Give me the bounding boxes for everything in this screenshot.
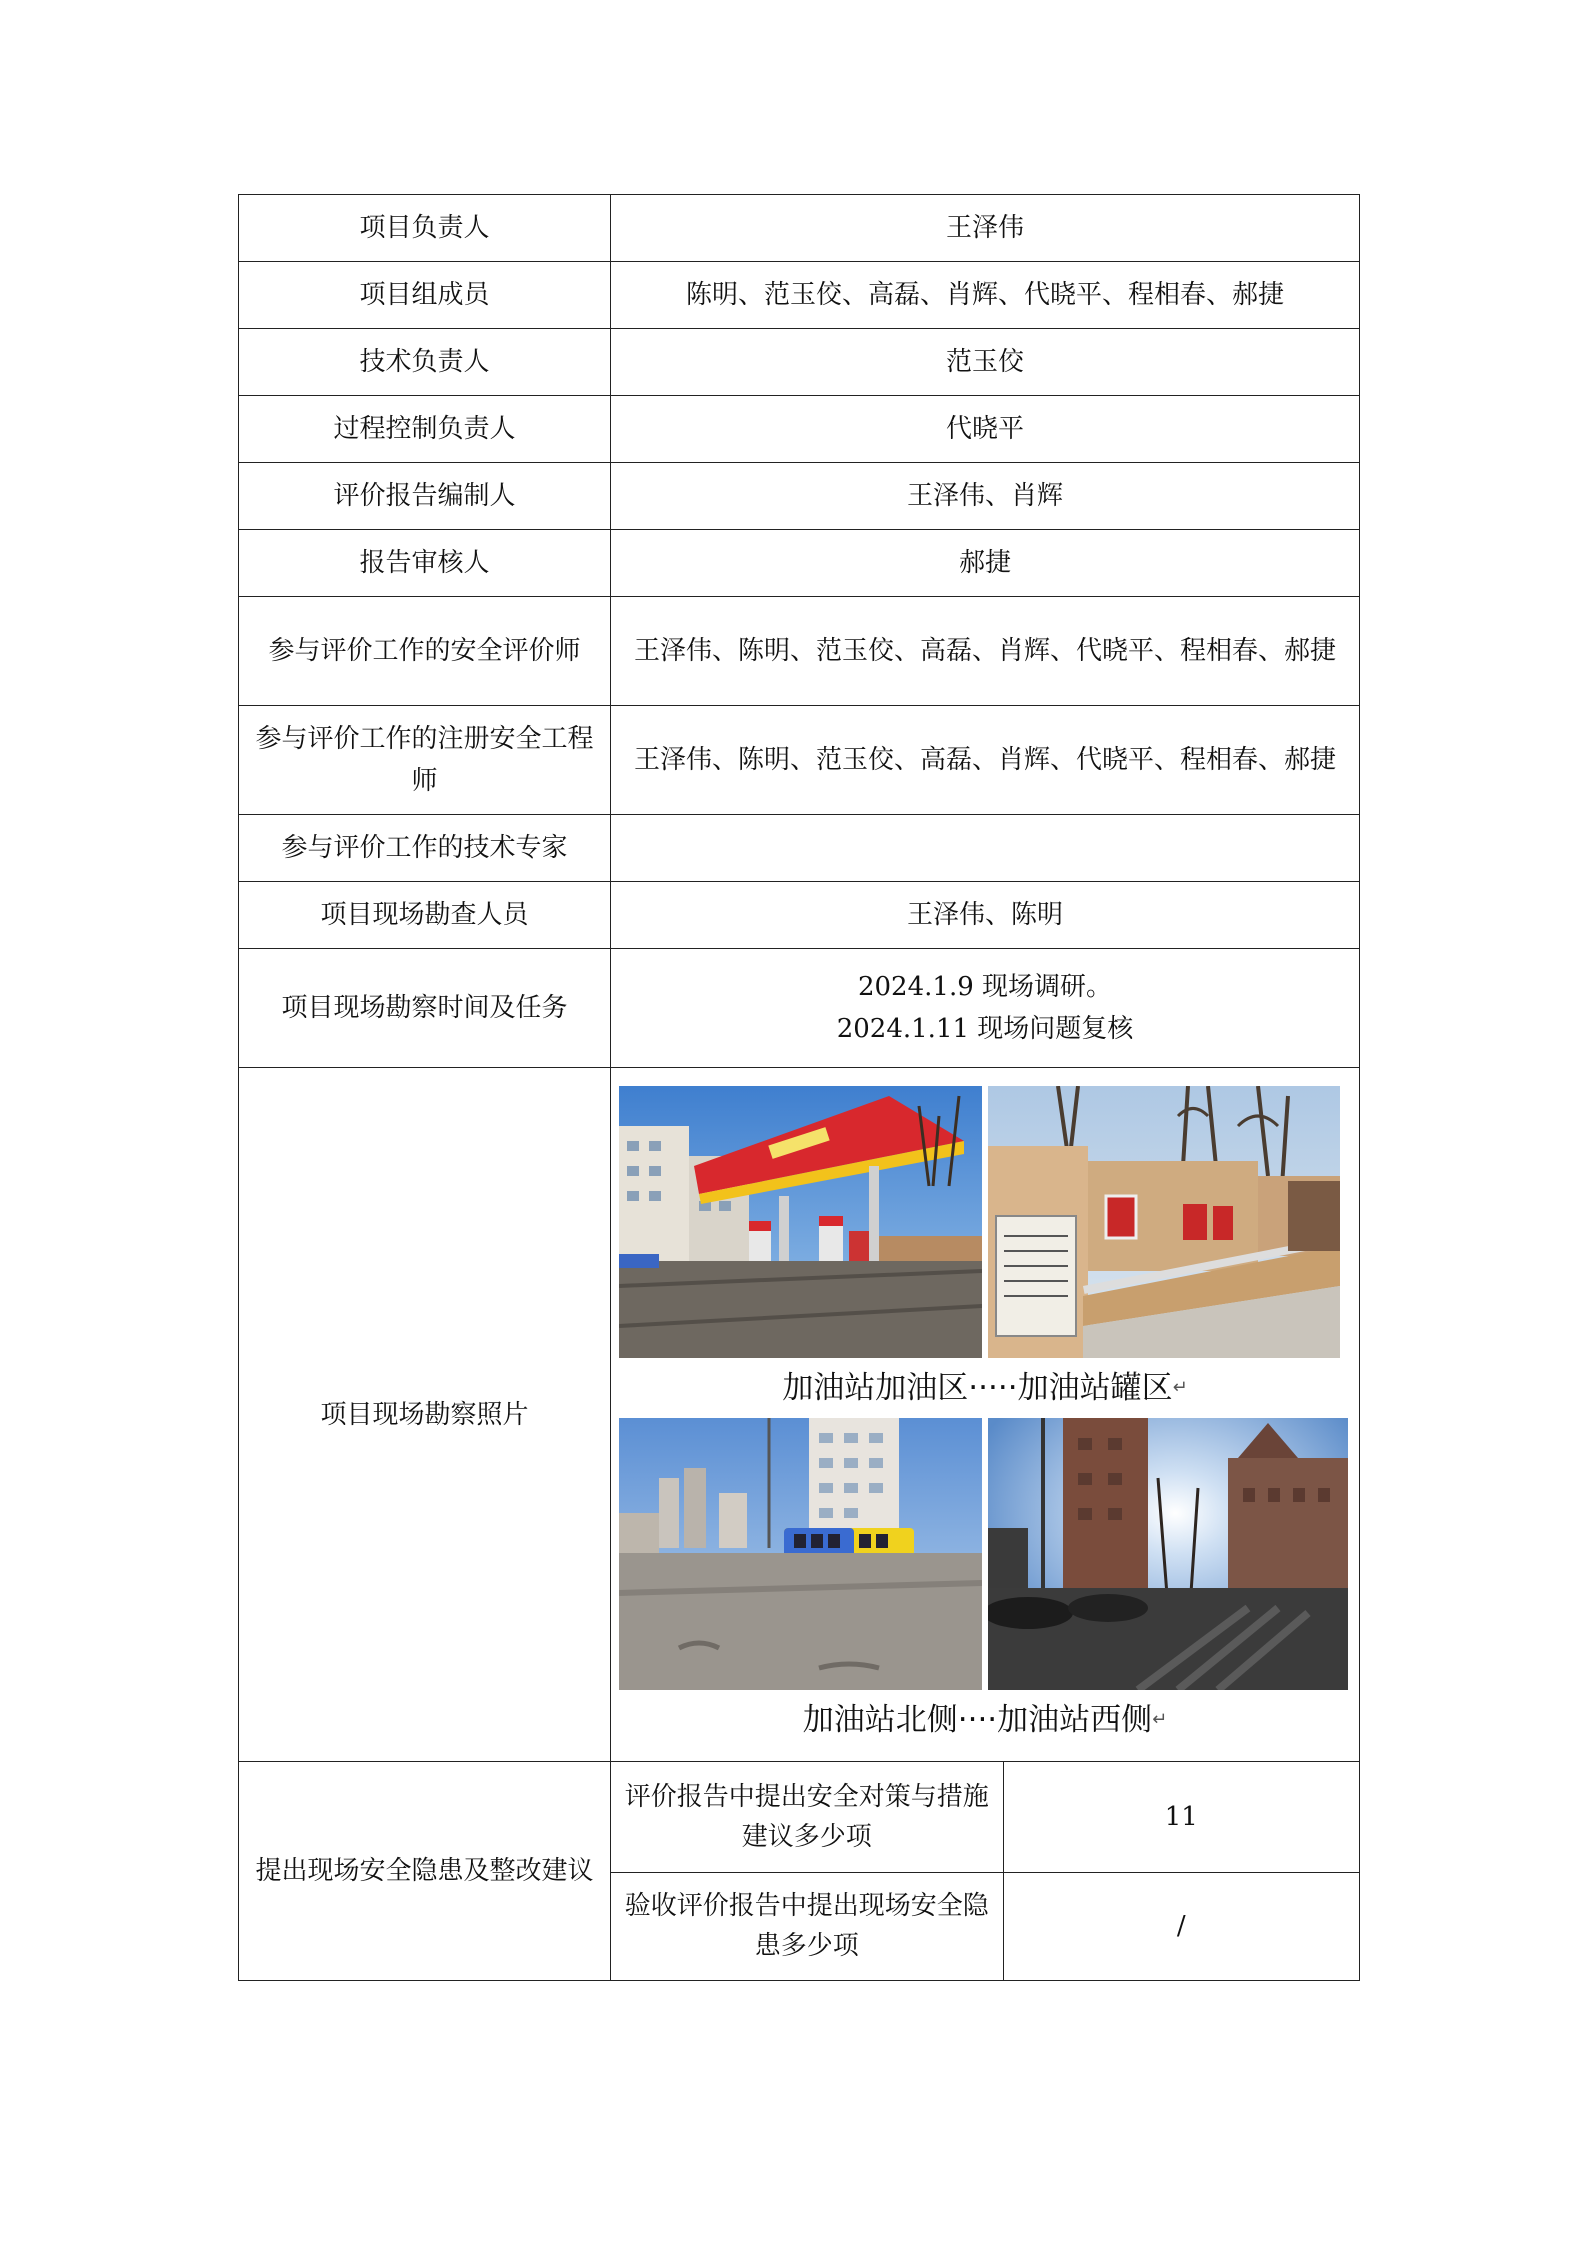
hazard-item-value: /: [1003, 1872, 1359, 1980]
row-value: 王泽伟、肖辉: [611, 463, 1360, 530]
document-sheet: [238, 194, 1360, 1981]
photo-row-2: [619, 1418, 1351, 1690]
hazard-item-row: [611, 1872, 1359, 1980]
row-value: 郝捷: [611, 530, 1360, 597]
photo-caption-1: 加油站加油区·····加油站罐区 ↵: [619, 1358, 1351, 1418]
survey-row: [239, 949, 1360, 1068]
row-value: 王泽伟、陈明、范玉佼、高磊、肖辉、代晓平、程相春、郝捷: [611, 597, 1360, 706]
table-row: [239, 530, 1360, 597]
photo-caption-2: 加油站北侧····加油站西侧 ↵: [619, 1690, 1351, 1750]
fuel-island-photo: [619, 1086, 982, 1358]
row-value: 王泽伟、陈明: [611, 882, 1360, 949]
table-row: [239, 262, 1360, 329]
west-side-photo: [988, 1418, 1348, 1690]
row-label: 参与评价工作的技术专家: [239, 815, 611, 882]
hazard-item-value: 11: [1003, 1762, 1359, 1872]
row-value: 王泽伟: [611, 195, 1360, 262]
return-mark-icon: ↵: [1172, 1376, 1188, 1398]
row-label: 参与评价工作的安全评价师: [239, 597, 611, 706]
row-label: 技术负责人: [239, 329, 611, 396]
table-row: [239, 815, 1360, 882]
hazard-item-label: 评价报告中提出安全对策与措施建议多少项: [611, 1762, 1003, 1872]
row-label: 项目现场勘查人员: [239, 882, 611, 949]
tank-area-photo: [988, 1086, 1340, 1358]
row-value: 范玉佼: [611, 329, 1360, 396]
table-row: [239, 882, 1360, 949]
photos-row: [239, 1068, 1360, 1762]
hazards-cell: [611, 1762, 1360, 1981]
photos-label: 项目现场勘察照片: [239, 1068, 611, 1762]
hazards-subtable: [611, 1762, 1359, 1980]
return-mark-icon: ↵: [1152, 1708, 1168, 1730]
hazards-label: 提出现场安全隐患及整改建议: [239, 1762, 611, 1981]
row-label: 评价报告编制人: [239, 463, 611, 530]
row-label: 参与评价工作的注册安全工程师: [239, 706, 611, 815]
table-row: [239, 396, 1360, 463]
north-side-photo: [619, 1418, 982, 1690]
table-row: [239, 195, 1360, 262]
table-row: [239, 706, 1360, 815]
survey-value: [611, 949, 1360, 1068]
hazards-row: [239, 1762, 1360, 1981]
table-row: [239, 597, 1360, 706]
survey-line-1: 2024.1.9 现场调研。: [857, 972, 1113, 1002]
survey-line-2: 2024.1.11 现场问题复核: [836, 1014, 1134, 1044]
hazard-item-label: 验收评价报告中提出现场安全隐患多少项: [611, 1872, 1003, 1980]
survey-label: 项目现场勘察时间及任务: [239, 949, 611, 1068]
row-label: 过程控制负责人: [239, 396, 611, 463]
row-label: 项目负责人: [239, 195, 611, 262]
row-value: 代晓平: [611, 396, 1360, 463]
table-row: [239, 463, 1360, 530]
project-info-table: [238, 194, 1360, 1981]
row-label: 项目组成员: [239, 262, 611, 329]
photos-cell: [611, 1068, 1360, 1762]
table-row: [239, 329, 1360, 396]
row-value: 王泽伟、陈明、范玉佼、高磊、肖辉、代晓平、程相春、郝捷: [611, 706, 1360, 815]
hazard-item-row: [611, 1762, 1359, 1872]
row-value: [611, 815, 1360, 882]
row-label: 报告审核人: [239, 530, 611, 597]
photo-row-1: [619, 1086, 1351, 1358]
row-value: 陈明、范玉佼、高磊、肖辉、代晓平、程相春、郝捷: [611, 262, 1360, 329]
